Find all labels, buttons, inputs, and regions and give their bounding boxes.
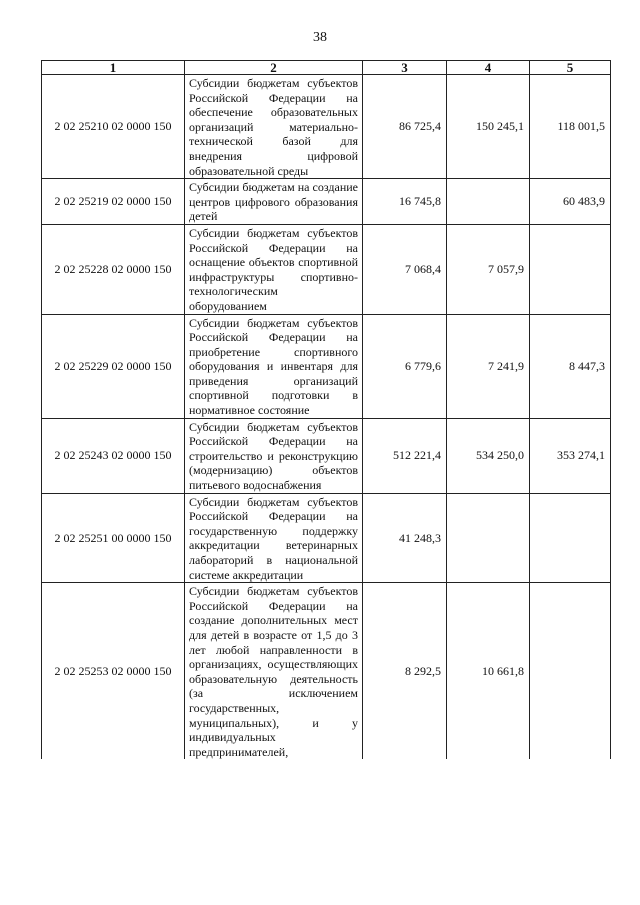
row-code: 2 02 25210 02 0000 150 — [42, 75, 185, 179]
row-value-col3: 41 248,3 — [363, 493, 447, 583]
row-code: 2 02 25243 02 0000 150 — [42, 418, 185, 493]
table-row — [42, 314, 611, 418]
row-value-col4: 10 661,8 — [447, 583, 530, 760]
row-value-col4 — [447, 179, 530, 225]
row-value-col4: 150 245,1 — [447, 75, 530, 179]
table-row — [42, 224, 611, 314]
header-col-1: 1 — [42, 61, 185, 75]
row-description: Субсидии бюджетам на создание центров цифрового образования детей — [185, 179, 363, 225]
header-col-2: 2 — [185, 61, 363, 75]
row-value-col4: 7 241,9 — [447, 314, 530, 418]
row-value-col3: 16 745,8 — [363, 179, 447, 225]
row-value-col5: 60 483,9 — [530, 179, 611, 225]
header-col-3: 3 — [363, 61, 447, 75]
table-row — [42, 583, 611, 760]
row-value-col5: 8 447,3 — [530, 314, 611, 418]
row-value-col3: 6 779,6 — [363, 314, 447, 418]
row-value-col4: 7 057,9 — [447, 224, 530, 314]
table-row — [42, 493, 611, 583]
row-description: Субсидии бюджетам субъектов Российской Федерации на строительство и реконструкцию (модернизацию) объектов питьевого водоснабжения — [185, 418, 363, 493]
header-row — [42, 61, 611, 75]
header-col-4: 4 — [447, 61, 530, 75]
row-description: Субсидии бюджетам субъектов Российской Федерации на оснащение объектов спортивной инфраструктуры спортивно-технологическим оборудованием — [185, 224, 363, 314]
row-value-col3: 7 068,4 — [363, 224, 447, 314]
row-code: 2 02 25253 02 0000 150 — [42, 583, 185, 760]
budget-table — [41, 60, 610, 759]
row-code: 2 02 25219 02 0000 150 — [42, 179, 185, 225]
row-description: Субсидии бюджетам субъектов Российской Федерации на приобретение спортивного оборудования и инвентаря для приведения организаций спортивной подготовки в нормативное состояние — [185, 314, 363, 418]
table-row — [42, 179, 611, 225]
row-code: 2 02 25251 00 0000 150 — [42, 493, 185, 583]
header-col-5: 5 — [530, 61, 611, 75]
page-number: 38 — [313, 30, 327, 45]
row-value-col3: 8 292,5 — [363, 583, 447, 760]
row-code: 2 02 25229 02 0000 150 — [42, 314, 185, 418]
row-value-col5: 353 274,1 — [530, 418, 611, 493]
row-value-col5 — [530, 493, 611, 583]
row-value-col5: 118 001,5 — [530, 75, 611, 179]
row-value-col5 — [530, 224, 611, 314]
row-description: Субсидии бюджетам субъектов Российской Федерации на государственную поддержку аккредитации ветеринарных лабораторий в национальной системе аккредитации — [185, 493, 363, 583]
row-value-col4 — [447, 493, 530, 583]
row-description: Субсидии бюджетам субъектов Российской Федерации на создание дополнительных мест для детей в возрасте от 1,5 до 3 лет любой направленности в организациях, осуществляющих образовательную деятельность (за исключением государственных, муниципальных), и у индивидуальных предпринимателей, — [185, 583, 363, 760]
row-value-col3: 86 725,4 — [363, 75, 447, 179]
table-row — [42, 418, 611, 493]
table-row — [42, 75, 611, 179]
row-code: 2 02 25228 02 0000 150 — [42, 224, 185, 314]
row-value-col3: 512 221,4 — [363, 418, 447, 493]
row-value-col5 — [530, 583, 611, 760]
row-description: Субсидии бюджетам субъектов Российской Федерации на обеспечение образовательных организаций материально-технической базой для внедрения цифровой образовательной среды — [185, 75, 363, 179]
row-value-col4: 534 250,0 — [447, 418, 530, 493]
